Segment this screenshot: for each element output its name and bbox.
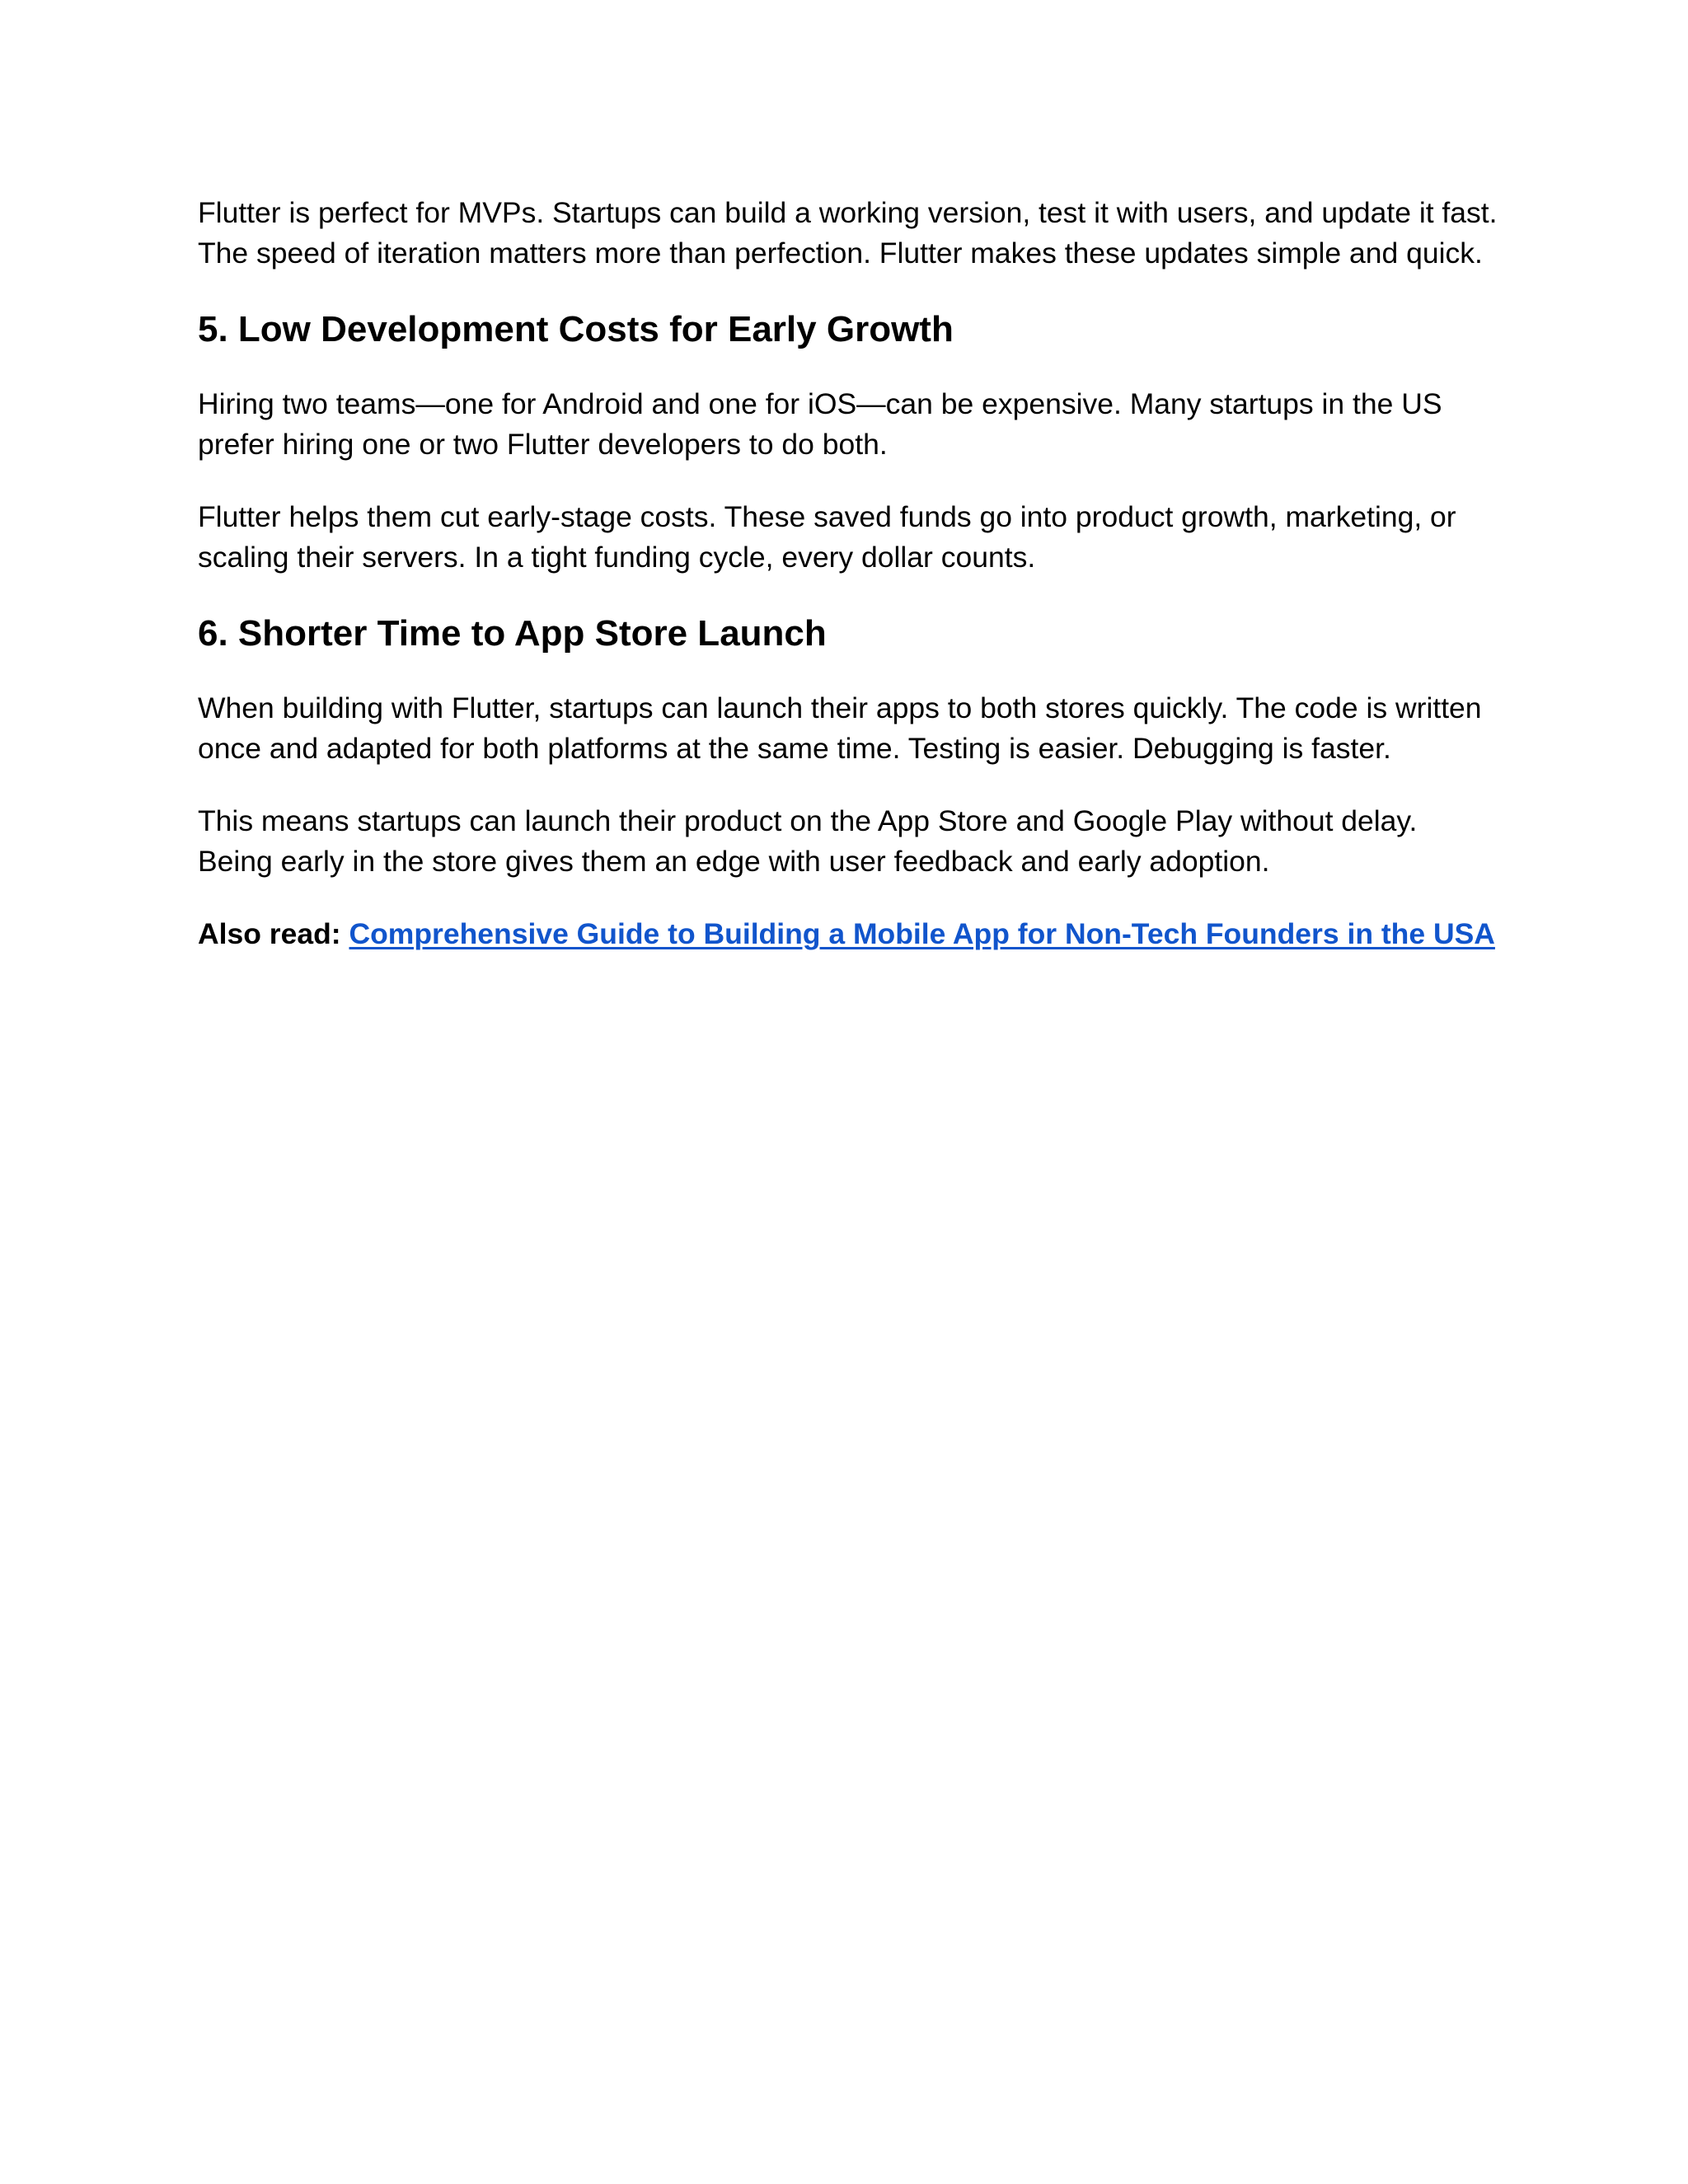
paragraph-app-store-launch: This means startups can launch their product on the App Store and Google Play without delay. Being early in the store gives them an edge with user feedback and early adoption. (198, 804, 1418, 878)
document-body (198, 193, 1500, 954)
paragraph-early-stage-costs: Flutter helps them cut early-stage costs. These saved funds go into product growth, marketing, or scaling their servers. In a tight funding cycle, every dollar counts. (198, 500, 1456, 574)
paragraph-mvp: Flutter is perfect for MVPs. Startups can build a working version, test it with users, and update it fast. The speed of iteration matters more than perfection. Flutter makes these updates simple and quick. (198, 196, 1498, 269)
also-read-line (198, 914, 1500, 954)
also-read-label: Also read: (198, 917, 341, 950)
section-heading-low-development-costs: 5. Low Development Costs for Early Growth (198, 309, 954, 349)
section-heading-shorter-time-to-launch: 6. Shorter Time to App Store Launch (198, 613, 827, 654)
paragraph-launch-quickly: When building with Flutter, startups can launch their apps to both stores quickly. The code is written once and adapted for both platforms at the same time. Testing is easier. Debugging is faster. (198, 691, 1482, 765)
also-read-link[interactable]: Comprehensive Guide to Building a Mobile App for Non-Tech Founders in the USA (349, 917, 1495, 950)
paragraph-hiring-teams: Hiring two teams—one for Android and one for iOS—can be expensive. Many startups in the US prefer hiring one or two Flutter developers to do both. (198, 387, 1442, 461)
